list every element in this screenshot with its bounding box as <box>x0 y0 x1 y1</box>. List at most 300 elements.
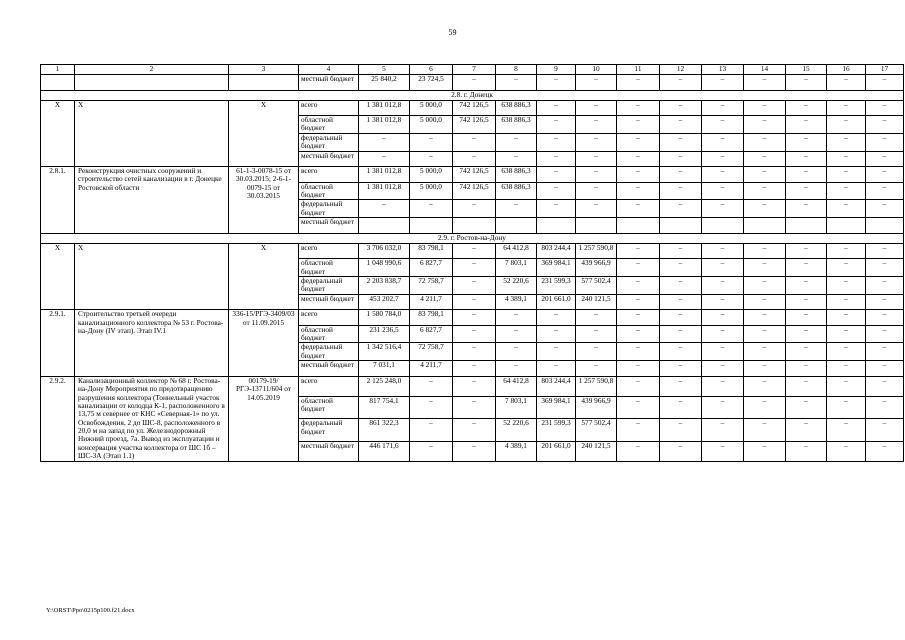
amount-cell: – <box>660 294 702 310</box>
column-header: 12 <box>660 65 702 75</box>
amount-cell: – <box>453 151 496 167</box>
amount-cell: – <box>660 343 702 361</box>
amount-cell: – <box>744 167 786 183</box>
amount-cell: – <box>866 441 904 461</box>
amount-cell: – <box>453 294 496 310</box>
amount-cell: 83 798,1 <box>410 243 453 259</box>
amount-cell: – <box>410 441 453 461</box>
amount-cell: – <box>866 294 904 310</box>
amount-cell <box>537 218 576 234</box>
table-row <box>41 167 904 183</box>
amount-cell: – <box>827 200 866 218</box>
amount-cell: – <box>866 182 904 200</box>
amount-cell: – <box>617 133 660 151</box>
amount-cell: – <box>617 419 660 442</box>
amount-cell: – <box>453 419 496 442</box>
amount-cell: 5 000,0 <box>410 182 453 200</box>
amount-cell: – <box>453 361 496 377</box>
amount-cell: – <box>702 133 744 151</box>
amount-cell: – <box>827 151 866 167</box>
amount-cell: – <box>453 259 496 277</box>
amount-cell: – <box>827 294 866 310</box>
funding-source-cell: федеральный бюджет <box>299 276 359 294</box>
amount-cell: – <box>786 343 827 361</box>
table-row <box>41 376 904 396</box>
amount-cell: – <box>866 276 904 294</box>
amount-cell: 4 389,1 <box>496 294 537 310</box>
amount-cell: – <box>453 133 496 151</box>
funding-source-cell: областной бюджет <box>299 116 359 134</box>
funding-source-cell: всего <box>299 376 359 396</box>
amount-cell: 1 381 012,8 <box>359 116 410 134</box>
amount-cell: 1 257 590,8 <box>576 243 617 259</box>
amount-cell: – <box>702 325 744 343</box>
amount-cell: – <box>359 151 410 167</box>
amount-cell: – <box>453 343 496 361</box>
amount-cell: – <box>827 396 866 419</box>
amount-cell: 1 381 012,8 <box>359 167 410 183</box>
page-number: 59 <box>448 28 457 37</box>
amount-cell: – <box>786 116 827 134</box>
amount-cell: 201 661,0 <box>537 294 576 310</box>
amount-cell: – <box>359 200 410 218</box>
amount-cell: 1 257 590,8 <box>576 376 617 396</box>
amount-cell: – <box>702 396 744 419</box>
amount-cell: – <box>576 182 617 200</box>
amount-cell: – <box>617 310 660 326</box>
amount-cell: 742 126,5 <box>453 182 496 200</box>
amount-cell: – <box>576 200 617 218</box>
amount-cell: – <box>617 100 660 116</box>
amount-cell: 742 126,5 <box>453 167 496 183</box>
measure-description-cell: Строительство третьей очереди канализационного коллектора № 53 г. Ростова-на-Дону (IV этап). Этап IV.1 <box>75 310 229 377</box>
amount-cell: – <box>702 116 744 134</box>
amount-cell: – <box>702 151 744 167</box>
column-header: 9 <box>537 65 576 75</box>
amount-cell: 5 000,0 <box>410 100 453 116</box>
amount-cell: – <box>827 133 866 151</box>
amount-cell: – <box>786 100 827 116</box>
amount-cell: 742 126,5 <box>453 100 496 116</box>
amount-cell <box>453 218 496 234</box>
amount-cell: – <box>744 441 786 461</box>
amount-cell: – <box>660 100 702 116</box>
amount-cell: 240 121,5 <box>576 441 617 461</box>
amount-cell: – <box>827 116 866 134</box>
expertise-cell: Х <box>229 100 299 167</box>
amount-cell: – <box>660 116 702 134</box>
amount-cell: 2 125 248,0 <box>359 376 410 396</box>
amount-cell <box>359 218 410 234</box>
amount-cell: 6 827,7 <box>410 325 453 343</box>
amount-cell <box>576 218 617 234</box>
amount-cell: – <box>496 325 537 343</box>
funding-source-cell: местный бюджет <box>299 151 359 167</box>
amount-cell: – <box>617 343 660 361</box>
amount-cell: – <box>660 441 702 461</box>
amount-cell: – <box>744 182 786 200</box>
column-header: 4 <box>299 65 359 75</box>
measure-description-cell: Реконструкция очистных сооружений и строительство сетей канализации в г. Донецке Ростовской области <box>75 167 229 234</box>
funding-source-cell: местный бюджет <box>299 361 359 377</box>
amount-cell: 1 048 990,6 <box>359 259 410 277</box>
amount-cell: – <box>660 133 702 151</box>
amount-cell: – <box>453 75 496 91</box>
column-header: 3 <box>229 65 299 75</box>
amount-cell: – <box>410 200 453 218</box>
amount-cell: 1 580 784,0 <box>359 310 410 326</box>
amount-cell: – <box>702 343 744 361</box>
amount-cell: – <box>786 167 827 183</box>
amount-cell: – <box>660 200 702 218</box>
funding-source-cell: всего <box>299 310 359 326</box>
amount-cell: – <box>453 243 496 259</box>
amount-cell: 817 754,1 <box>359 396 410 419</box>
amount-cell: – <box>537 325 576 343</box>
amount-cell: – <box>660 376 702 396</box>
amount-cell: – <box>827 343 866 361</box>
amount-cell: – <box>744 376 786 396</box>
amount-cell: – <box>410 419 453 442</box>
column-header: 15 <box>786 65 827 75</box>
amount-cell: – <box>702 294 744 310</box>
amount-cell: – <box>617 396 660 419</box>
amount-cell: – <box>744 276 786 294</box>
amount-cell: – <box>744 200 786 218</box>
amount-cell: – <box>786 133 827 151</box>
amount-cell: 64 412,8 <box>496 243 537 259</box>
expertise-cell <box>229 75 299 91</box>
funding-source-cell: федеральный бюджет <box>299 133 359 151</box>
column-header: 14 <box>744 65 786 75</box>
amount-cell: – <box>786 419 827 442</box>
amount-cell: – <box>660 75 702 91</box>
amount-cell: – <box>496 200 537 218</box>
amount-cell: 742 126,5 <box>453 116 496 134</box>
funding-source-cell: областной бюджет <box>299 182 359 200</box>
amount-cell: – <box>744 259 786 277</box>
amount-cell: – <box>827 441 866 461</box>
column-header: 5 <box>359 65 410 75</box>
amount-cell: – <box>786 75 827 91</box>
amount-cell: – <box>786 243 827 259</box>
amount-cell: – <box>702 243 744 259</box>
amount-cell: – <box>537 200 576 218</box>
amount-cell: – <box>537 75 576 91</box>
amount-cell: – <box>617 200 660 218</box>
amount-cell: 72 758,7 <box>410 343 453 361</box>
amount-cell: – <box>453 376 496 396</box>
amount-cell: 64 412,8 <box>496 376 537 396</box>
amount-cell: – <box>660 182 702 200</box>
amount-cell: – <box>576 310 617 326</box>
amount-cell: 638 886,3 <box>496 100 537 116</box>
amount-cell: – <box>702 419 744 442</box>
amount-cell: 72 758,7 <box>410 276 453 294</box>
amount-cell: – <box>744 325 786 343</box>
amount-cell: – <box>744 361 786 377</box>
amount-cell: – <box>702 167 744 183</box>
amount-cell: – <box>866 116 904 134</box>
amount-cell: 6 827,7 <box>410 259 453 277</box>
amount-cell: – <box>827 182 866 200</box>
amount-cell: – <box>537 310 576 326</box>
footer-path: Y:\ORST\Ppo\0215p100.f21.docx <box>46 607 135 614</box>
amount-cell: – <box>702 276 744 294</box>
amount-cell: 1 381 012,8 <box>359 182 410 200</box>
amount-cell: – <box>576 325 617 343</box>
amount-cell: 4 211,7 <box>410 361 453 377</box>
amount-cell: – <box>537 343 576 361</box>
amount-cell: 231 236,5 <box>359 325 410 343</box>
amount-cell: – <box>576 116 617 134</box>
amount-cell: – <box>866 310 904 326</box>
amount-cell: – <box>866 133 904 151</box>
amount-cell: – <box>660 167 702 183</box>
amount-cell: – <box>786 259 827 277</box>
amount-cell: – <box>660 325 702 343</box>
funding-source-cell: областной бюджет <box>299 396 359 419</box>
row-number-cell <box>41 75 75 91</box>
amount-cell: 446 171,6 <box>359 441 410 461</box>
amount-cell: – <box>786 376 827 396</box>
amount-cell: – <box>410 151 453 167</box>
amount-cell: – <box>827 243 866 259</box>
amount-cell: 4 389,1 <box>496 441 537 461</box>
amount-cell: – <box>866 361 904 377</box>
amount-cell: 5 000,0 <box>410 167 453 183</box>
amount-cell: – <box>496 361 537 377</box>
amount-cell: – <box>660 310 702 326</box>
amount-cell: – <box>702 361 744 377</box>
amount-cell: – <box>702 100 744 116</box>
amount-cell: 7 803,1 <box>496 396 537 419</box>
section-heading-row <box>41 90 904 100</box>
amount-cell: – <box>786 310 827 326</box>
section-title: 2.8. г. Донецк <box>41 90 904 100</box>
table-row <box>41 75 904 91</box>
amount-cell: – <box>453 441 496 461</box>
expertise-cell: 00179-19/РГЭ-13711/604 от 14.05.2019 <box>229 376 299 461</box>
amount-cell: – <box>617 276 660 294</box>
amount-cell: – <box>744 419 786 442</box>
amount-cell: 83 798,1 <box>410 310 453 326</box>
amount-cell: – <box>786 325 827 343</box>
amount-cell: – <box>786 151 827 167</box>
amount-cell: – <box>660 259 702 277</box>
measure-description-cell: Х <box>75 100 229 167</box>
amount-cell <box>744 218 786 234</box>
row-number-cell: 2.9.1. <box>41 310 75 377</box>
amount-cell: – <box>617 151 660 167</box>
amount-cell: – <box>617 259 660 277</box>
amount-cell: 638 886,3 <box>496 167 537 183</box>
column-header: 17 <box>866 65 904 75</box>
amount-cell: – <box>827 419 866 442</box>
amount-cell: – <box>702 310 744 326</box>
amount-cell: – <box>617 361 660 377</box>
amount-cell: – <box>744 396 786 419</box>
funding-source-cell: областной бюджет <box>299 259 359 277</box>
amount-cell: – <box>537 182 576 200</box>
amount-cell <box>786 218 827 234</box>
amount-cell: – <box>744 116 786 134</box>
column-header: 8 <box>496 65 537 75</box>
row-number-cell: 2.9.2. <box>41 376 75 461</box>
funding-source-cell: всего <box>299 167 359 183</box>
amount-cell: – <box>702 200 744 218</box>
amount-cell: – <box>744 133 786 151</box>
amount-cell: – <box>866 343 904 361</box>
amount-cell: – <box>702 376 744 396</box>
amount-cell: 1 342 516,4 <box>359 343 410 361</box>
amount-cell: 369 984,1 <box>537 396 576 419</box>
amount-cell <box>827 218 866 234</box>
amount-cell <box>702 218 744 234</box>
section-title: 2.9. г. Ростов-на-Дону <box>41 233 904 243</box>
amount-cell: – <box>786 396 827 419</box>
amount-cell: – <box>866 419 904 442</box>
amount-cell: 7 803,1 <box>496 259 537 277</box>
amount-cell: – <box>827 325 866 343</box>
column-header: 1 <box>41 65 75 75</box>
amount-cell: 439 966,9 <box>576 259 617 277</box>
amount-cell: – <box>866 200 904 218</box>
amount-cell: – <box>702 441 744 461</box>
amount-cell: 52 220,6 <box>496 419 537 442</box>
amount-cell: 25 840,2 <box>359 75 410 91</box>
funding-source-cell: всего <box>299 243 359 259</box>
amount-cell: – <box>660 243 702 259</box>
amount-cell: – <box>702 182 744 200</box>
amount-cell: – <box>866 151 904 167</box>
amount-cell: 201 661,0 <box>537 441 576 461</box>
amount-cell: – <box>576 75 617 91</box>
expertise-cell: Х <box>229 243 299 310</box>
amount-cell: – <box>786 361 827 377</box>
amount-cell: – <box>702 75 744 91</box>
amount-cell: 577 502,4 <box>576 276 617 294</box>
funding-source-cell: федеральный бюджет <box>299 200 359 218</box>
column-header: 16 <box>827 65 866 75</box>
measure-description-cell: Канализационный коллектор № 68 г. Ростова-на-Дону Мероприятия по предотвращению разрушения коллектора (Тоннельный участок канализации от колодца К-1, расположенного в 13,75 м севернее от КНС «Северная-1» по ул. Освобождения, 2 до ШС-8, расположенного в 20,0 м на запад по ул. Железнодорожный Нижний проезд, 7а. Вывод из эксплуатации и консервация участка коллектора от ШС 1б – ШС-3А (Этап 1.1) <box>75 376 229 461</box>
amount-cell: – <box>786 276 827 294</box>
amount-cell: – <box>827 167 866 183</box>
amount-cell: – <box>827 75 866 91</box>
amount-cell: – <box>866 325 904 343</box>
amount-cell: 453 202,7 <box>359 294 410 310</box>
budget-table <box>40 64 904 462</box>
amount-cell: – <box>496 133 537 151</box>
amount-cell: – <box>453 325 496 343</box>
amount-cell: – <box>866 396 904 419</box>
amount-cell: 3 706 032,0 <box>359 243 410 259</box>
amount-cell: – <box>617 376 660 396</box>
amount-cell: – <box>827 276 866 294</box>
amount-cell: – <box>617 167 660 183</box>
amount-cell: – <box>660 276 702 294</box>
amount-cell: – <box>453 396 496 419</box>
column-header: 7 <box>453 65 496 75</box>
amount-cell: – <box>866 376 904 396</box>
amount-cell: – <box>617 116 660 134</box>
amount-cell: – <box>660 419 702 442</box>
amount-cell: – <box>786 441 827 461</box>
amount-cell: – <box>702 259 744 277</box>
amount-cell: – <box>617 325 660 343</box>
amount-cell: – <box>496 151 537 167</box>
amount-cell <box>660 218 702 234</box>
measure-description-cell <box>75 75 229 91</box>
amount-cell: 7 031,1 <box>359 361 410 377</box>
amount-cell <box>410 218 453 234</box>
funding-source-cell: федеральный бюджет <box>299 419 359 442</box>
amount-cell: – <box>537 361 576 377</box>
amount-cell: – <box>827 100 866 116</box>
amount-cell: 638 886,3 <box>496 182 537 200</box>
amount-cell: 803 244,4 <box>537 243 576 259</box>
amount-cell: – <box>660 396 702 419</box>
amount-cell: – <box>827 310 866 326</box>
amount-cell: 231 599,3 <box>537 419 576 442</box>
expertise-cell: 336-15/РГЭ-3409/03 от 11.09.2015 <box>229 310 299 377</box>
amount-cell: 861 322,3 <box>359 419 410 442</box>
funding-source-cell: местный бюджет <box>299 75 359 91</box>
amount-cell: – <box>576 167 617 183</box>
amount-cell: – <box>827 361 866 377</box>
column-header: 10 <box>576 65 617 75</box>
amount-cell: – <box>617 294 660 310</box>
amount-cell: – <box>827 259 866 277</box>
amount-cell: 369 984,1 <box>537 259 576 277</box>
amount-cell: – <box>660 151 702 167</box>
amount-cell: – <box>617 441 660 461</box>
amount-cell: – <box>537 151 576 167</box>
table-row <box>41 310 904 326</box>
amount-cell: – <box>576 361 617 377</box>
amount-cell: 5 000,0 <box>410 116 453 134</box>
amount-cell: 240 121,5 <box>576 294 617 310</box>
header-row <box>41 65 904 75</box>
amount-cell: – <box>410 133 453 151</box>
amount-cell: – <box>744 151 786 167</box>
amount-cell: – <box>786 200 827 218</box>
table-body <box>41 65 904 462</box>
amount-cell: 231 599,3 <box>537 276 576 294</box>
amount-cell: – <box>660 361 702 377</box>
amount-cell: 577 502,4 <box>576 419 617 442</box>
amount-cell: – <box>786 294 827 310</box>
amount-cell: – <box>617 243 660 259</box>
amount-cell: – <box>537 133 576 151</box>
amount-cell: – <box>827 376 866 396</box>
amount-cell: – <box>410 376 453 396</box>
amount-cell: – <box>453 310 496 326</box>
column-header: 13 <box>702 65 744 75</box>
amount-cell: – <box>410 396 453 419</box>
expertise-cell: 61-1-3-0078-15 от 30.03.2015; 2-6-1-0079-15 от 30.03.2015 <box>229 167 299 234</box>
amount-cell: – <box>576 343 617 361</box>
amount-cell: – <box>537 100 576 116</box>
table-row <box>41 243 904 259</box>
amount-cell: 52 220,6 <box>496 276 537 294</box>
amount-cell: 638 886,3 <box>496 116 537 134</box>
amount-cell: – <box>537 116 576 134</box>
amount-cell: – <box>496 310 537 326</box>
column-header: 11 <box>617 65 660 75</box>
table-row <box>41 100 904 116</box>
amount-cell: 2 203 838,7 <box>359 276 410 294</box>
